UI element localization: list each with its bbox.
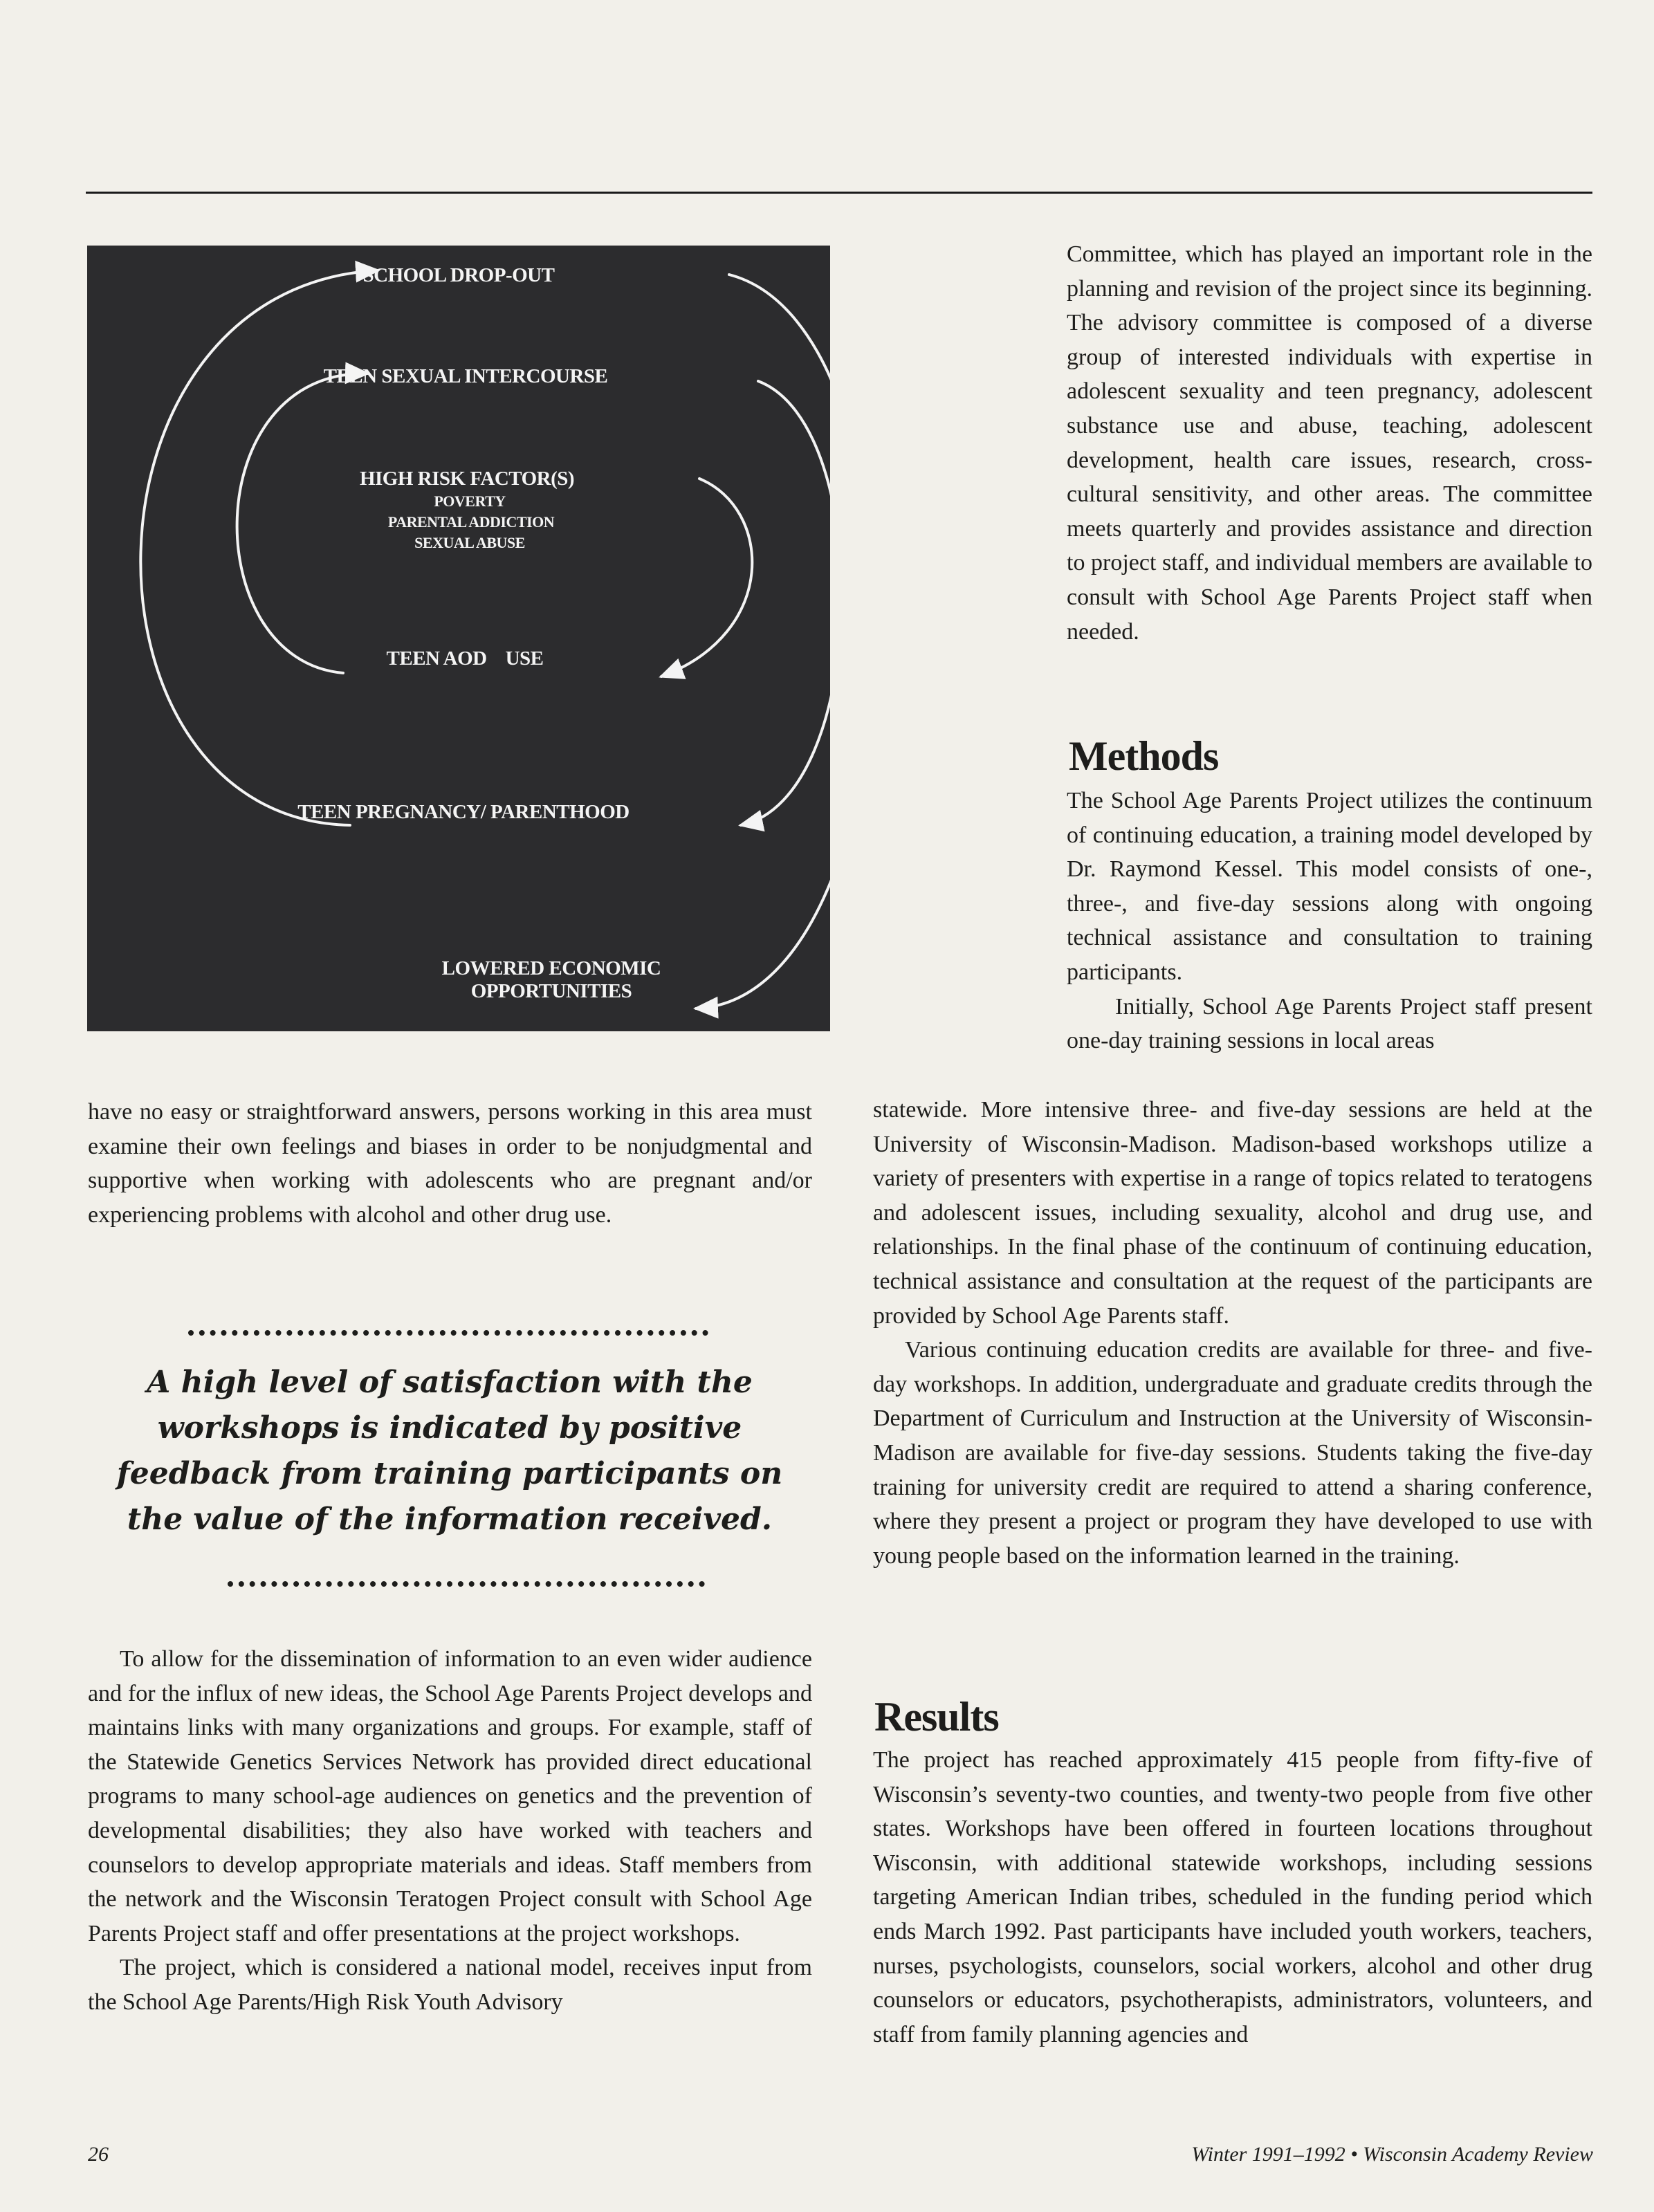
label-poverty: POVERTY (434, 492, 506, 510)
label-parental-addiction: PARENTAL ADDICTION (387, 513, 555, 531)
middle-right-arrow (741, 381, 830, 825)
label-teen-aod-use: TEEN AOD USE (386, 647, 544, 670)
outer-left-arrow (140, 270, 378, 825)
left-lower-column (88, 1642, 812, 2020)
page-number: 26 (88, 2143, 109, 2166)
methods-p2b-text: statewide. More intensive three- and five-day sessions are held at the University of Wisconsin-Madison. Madison-based workshops utilize a variety of presenters with expertise in a range of topics related to teratogens and adolescent issues, including sexuality, alcohol and drug use, and relationships. In the final phase of the continuum of continuing education, technical assistance and consultation at the request of the participants are provided by School Age Parents staff. (873, 1097, 1592, 1329)
methods-column (1067, 784, 1592, 1058)
pullquote-dots-top (188, 1330, 708, 1336)
methods-p3-text: Various continuing education credits are available for three- and five-day workshops. In addition, undergraduate and graduate credits through the Department of Curriculum and Instruction at the University of Wisconsin-Madison are available for five-day sessions. Students taking the five-day training for university credit are required to attend a sharing conference, where they present a project or program they have developed to use with young people based on the information learned in the training. (873, 1337, 1592, 1569)
label-school-dropout: SCHOOL DROP-OUT (362, 264, 555, 286)
results-p1-text: The project has reached approximately 415 people from fifty-five of Wisconsin’s seventy-two counties, and twenty-two people from five other states. Workshops have been offered in fourteen locations throughout Wisconsin, with additional statewide workshops, including sessions targeting American Indian tribes, scheduled in the funding period which ends March 1992. Past participants have included youth workers, teachers, nurses, psychologists, counselors, social workers, alcohol and other drug counselors or educators, psychotherapists, administrators, volunteers, and staff from family planning agencies and (873, 1747, 1592, 2047)
left-p2-text: To allow for the dissemination of information to an even wider audience and for the influx of new ideas, the School Age Parents Project develops and maintains links with many organizations and groups. For example, staff of the Statewide Genetics Services Network has provided direct educational programs to many school-age audiences on genetics and the prevention of developmental disabilities; they also have worked with teachers and counselors to develop appropriate materials and ideas. Staff members from the network and the Wisconsin Teratogen Project consult with School Age Parents Project staff and offer presentations at the project workshops. (88, 1646, 812, 1946)
label-teen-intercourse: TEEN SEXUAL INTERCOURSE (323, 365, 608, 387)
issue-line: Winter 1991–1992 • Wisconsin Academy Review (1191, 2143, 1593, 2166)
left-p3-text: The project, which is considered a national model, receives input from the School Age Parents/High Risk Youth Advisory (88, 1955, 812, 2015)
pullquote-dots-bottom (228, 1581, 705, 1587)
methods-heading: Methods (1069, 733, 1219, 779)
diagram-arrows (87, 246, 830, 1031)
label-sexual-abuse: SEXUAL ABUSE (414, 534, 525, 551)
top-rule (86, 192, 1592, 194)
left-p1-text: have no easy or straightforward answers, persons working in this area must examine their own feelings and biases in order to be nonjudgmental and supportive when working with adolescents who are pregnant and/or experiencing problems with alcohol and other drug use. (88, 1099, 812, 1228)
risk-cycle-diagram (87, 246, 830, 1031)
label-high-risk: HIGH RISK FACTOR(S) (359, 468, 575, 490)
right-top-column (1067, 237, 1592, 649)
results-heading: Results (874, 1694, 999, 1740)
methods-wide-column (873, 1093, 1592, 1573)
label-teen-pregnancy: TEEN PREGNANCY/ PARENTHOOD (297, 801, 630, 823)
inner-right-arrow (661, 479, 752, 676)
label-opportunities: OPPORTUNITIES (470, 980, 632, 1002)
methods-p1-text: The School Age Parents Project utilizes the continuum of continuing education, a training model developed by Dr. Raymond Kessel. This model consists of one-, three-, and five-day sessions along with ongoing technical assistance and consultation to training participants. (1067, 788, 1592, 985)
left-paragraph-1 (88, 1095, 812, 1232)
results-column (873, 1743, 1592, 2052)
label-lowered-economic: LOWERED ECONOMIC (441, 957, 661, 979)
middle-left-arrow (237, 374, 367, 673)
methods-p2a-text: Initially, School Age Parents Project staff present one-day training sessions in local areas (1067, 993, 1592, 1054)
pull-quote: A high level of satisfaction with the workshops is indicated by positive feedback from training participants on the value of the information received. (116, 1365, 783, 1537)
right-p-top-text: Committee, which has played an important role in the planning and revision of the project since its beginning. The advisory committee is composed of a diverse group of interested individuals with expertise in adolescent sexuality and teen pregnancy, adolescent substance use and abuse, teaching, adolescent development, health care issues, research, cross-cultural sensitivity, and other areas. The committee meets quarterly and provides assistance and direction to project staff, and individual members are available to consult with School Age Parents Project staff when needed. (1067, 241, 1592, 645)
